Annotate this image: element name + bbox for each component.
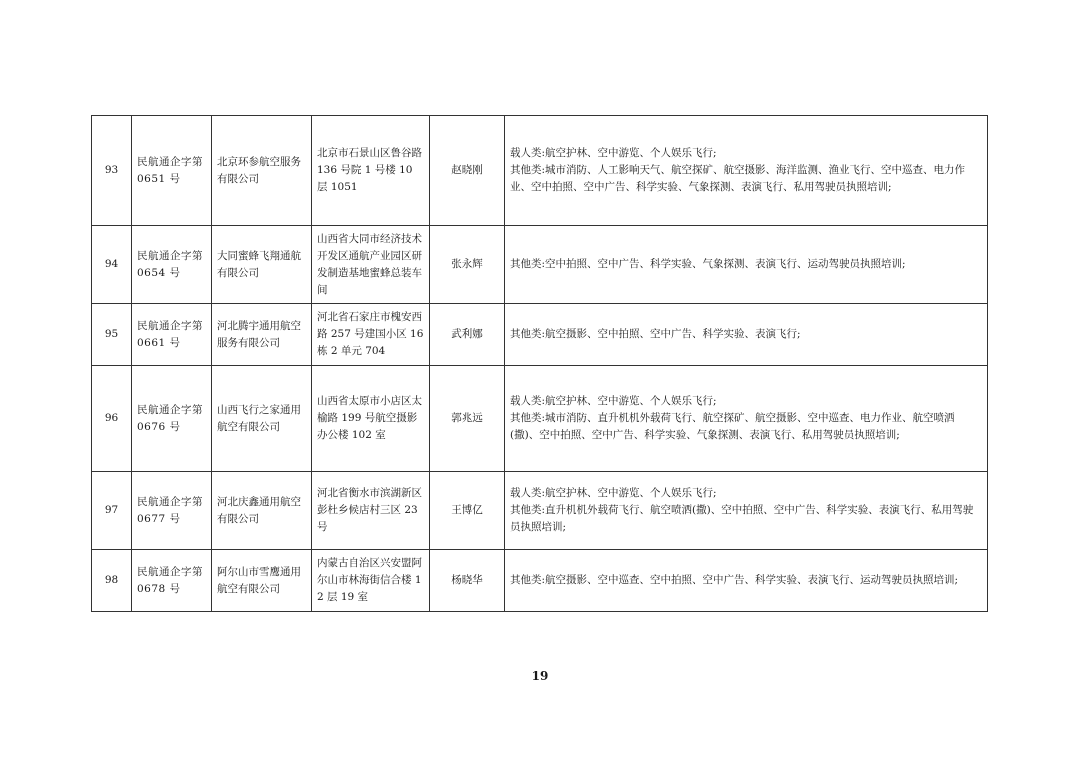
legal-representative: 杨晓华 — [430, 550, 505, 612]
scope-line: 其他类:城市消防、人工影响天气、航空探矿、航空摄影、海洋监测、渔业飞行、空中巡查、电力作业、空中拍照、空中广告、科学实验、气象探测、表演飞行、私用驾驶员执照培训; — [510, 164, 966, 193]
company-address: 内蒙古自治区兴安盟阿尔山市林海街信合楼 12 层 19 室 — [312, 550, 430, 612]
legal-representative: 王博亿 — [430, 472, 505, 550]
certificate-number: 民航通企字第 0676 号 — [132, 366, 212, 472]
company-name: 山西飞行之家通用航空有限公司 — [212, 366, 312, 472]
company-registry-table — [91, 115, 988, 612]
certificate-number: 民航通企字第 0661 号 — [132, 304, 212, 366]
table-row — [92, 226, 988, 304]
certificate-number: 民航通企字第 0654 号 — [132, 226, 212, 304]
business-scope — [505, 550, 988, 612]
company-address: 山西省大同市经济技术开发区通航产业园区研发制造基地蜜蜂总装车间 — [312, 226, 430, 304]
table-row — [92, 472, 988, 550]
company-address: 山西省太原市小店区太榆路 199 号航空摄影办公楼 102 室 — [312, 366, 430, 472]
legal-representative: 张永辉 — [430, 226, 505, 304]
business-scope — [505, 304, 988, 366]
company-name: 大同蜜蜂飞翔通航有限公司 — [212, 226, 312, 304]
certificate-number: 民航通企字第 0651 号 — [132, 116, 212, 226]
scope-line: 载人类:航空护林、空中游览、个人娱乐飞行; — [510, 147, 717, 159]
company-name: 河北腾宇通用航空服务有限公司 — [212, 304, 312, 366]
legal-representative: 武利娜 — [430, 304, 505, 366]
company-address: 河北省石家庄市槐安西路 257 号建国小区 16 栋 2 单元 704 — [312, 304, 430, 366]
company-address: 北京市石景山区鲁谷路 136 号院 1 号楼 10 层 1051 — [312, 116, 430, 226]
business-scope — [505, 366, 988, 472]
business-scope — [505, 226, 988, 304]
company-name: 河北庆鑫通用航空有限公司 — [212, 472, 312, 550]
scope-line: 其他类:航空摄影、空中巡查、空中拍照、空中广告、科学实验、表演飞行、运动驾驶员执照培训; — [510, 574, 959, 586]
page-number: 19 — [531, 669, 549, 683]
scope-line: 其他类:空中拍照、空中广告、科学实验、气象探测、表演飞行、运动驾驶员执照培训; — [510, 258, 906, 270]
certificate-number: 民航通企字第 0677 号 — [132, 472, 212, 550]
scope-line: 其他类:直升机机外载荷飞行、航空喷洒(撒)、空中拍照、空中广告、科学实验、表演飞行、私用驾驶员执照培训; — [510, 504, 974, 533]
scope-line: 载人类:航空护林、空中游览、个人娱乐飞行; — [510, 487, 717, 499]
company-address: 河北省衡水市滨湖新区彭杜乡候店村三区 23 号 — [312, 472, 430, 550]
row-number: 98 — [92, 550, 132, 612]
scope-line: 其他类:航空摄影、空中拍照、空中广告、科学实验、表演飞行; — [510, 328, 801, 340]
row-number: 96 — [92, 366, 132, 472]
certificate-number: 民航通企字第 0678 号 — [132, 550, 212, 612]
table-row — [92, 116, 988, 226]
legal-representative: 郭兆远 — [430, 366, 505, 472]
legal-representative: 赵晓刚 — [430, 116, 505, 226]
table-row — [92, 304, 988, 366]
company-name: 阿尔山市雪鹰通用航空有限公司 — [212, 550, 312, 612]
business-scope — [505, 116, 988, 226]
row-number: 95 — [92, 304, 132, 366]
table-row — [92, 366, 988, 472]
row-number: 93 — [92, 116, 132, 226]
scope-line: 其他类:城市消防、直升机机外载荷飞行、航空探矿、航空摄影、空中巡查、电力作业、航空喷洒(撒)、空中拍照、空中广告、科学实验、气象探测、表演飞行、私用驾驶员执照培训; — [510, 412, 955, 441]
company-name: 北京环参航空服务有限公司 — [212, 116, 312, 226]
row-number: 94 — [92, 226, 132, 304]
table-row — [92, 550, 988, 612]
row-number: 97 — [92, 472, 132, 550]
scope-line: 载人类:航空护林、空中游览、个人娱乐飞行; — [510, 395, 717, 407]
business-scope — [505, 472, 988, 550]
